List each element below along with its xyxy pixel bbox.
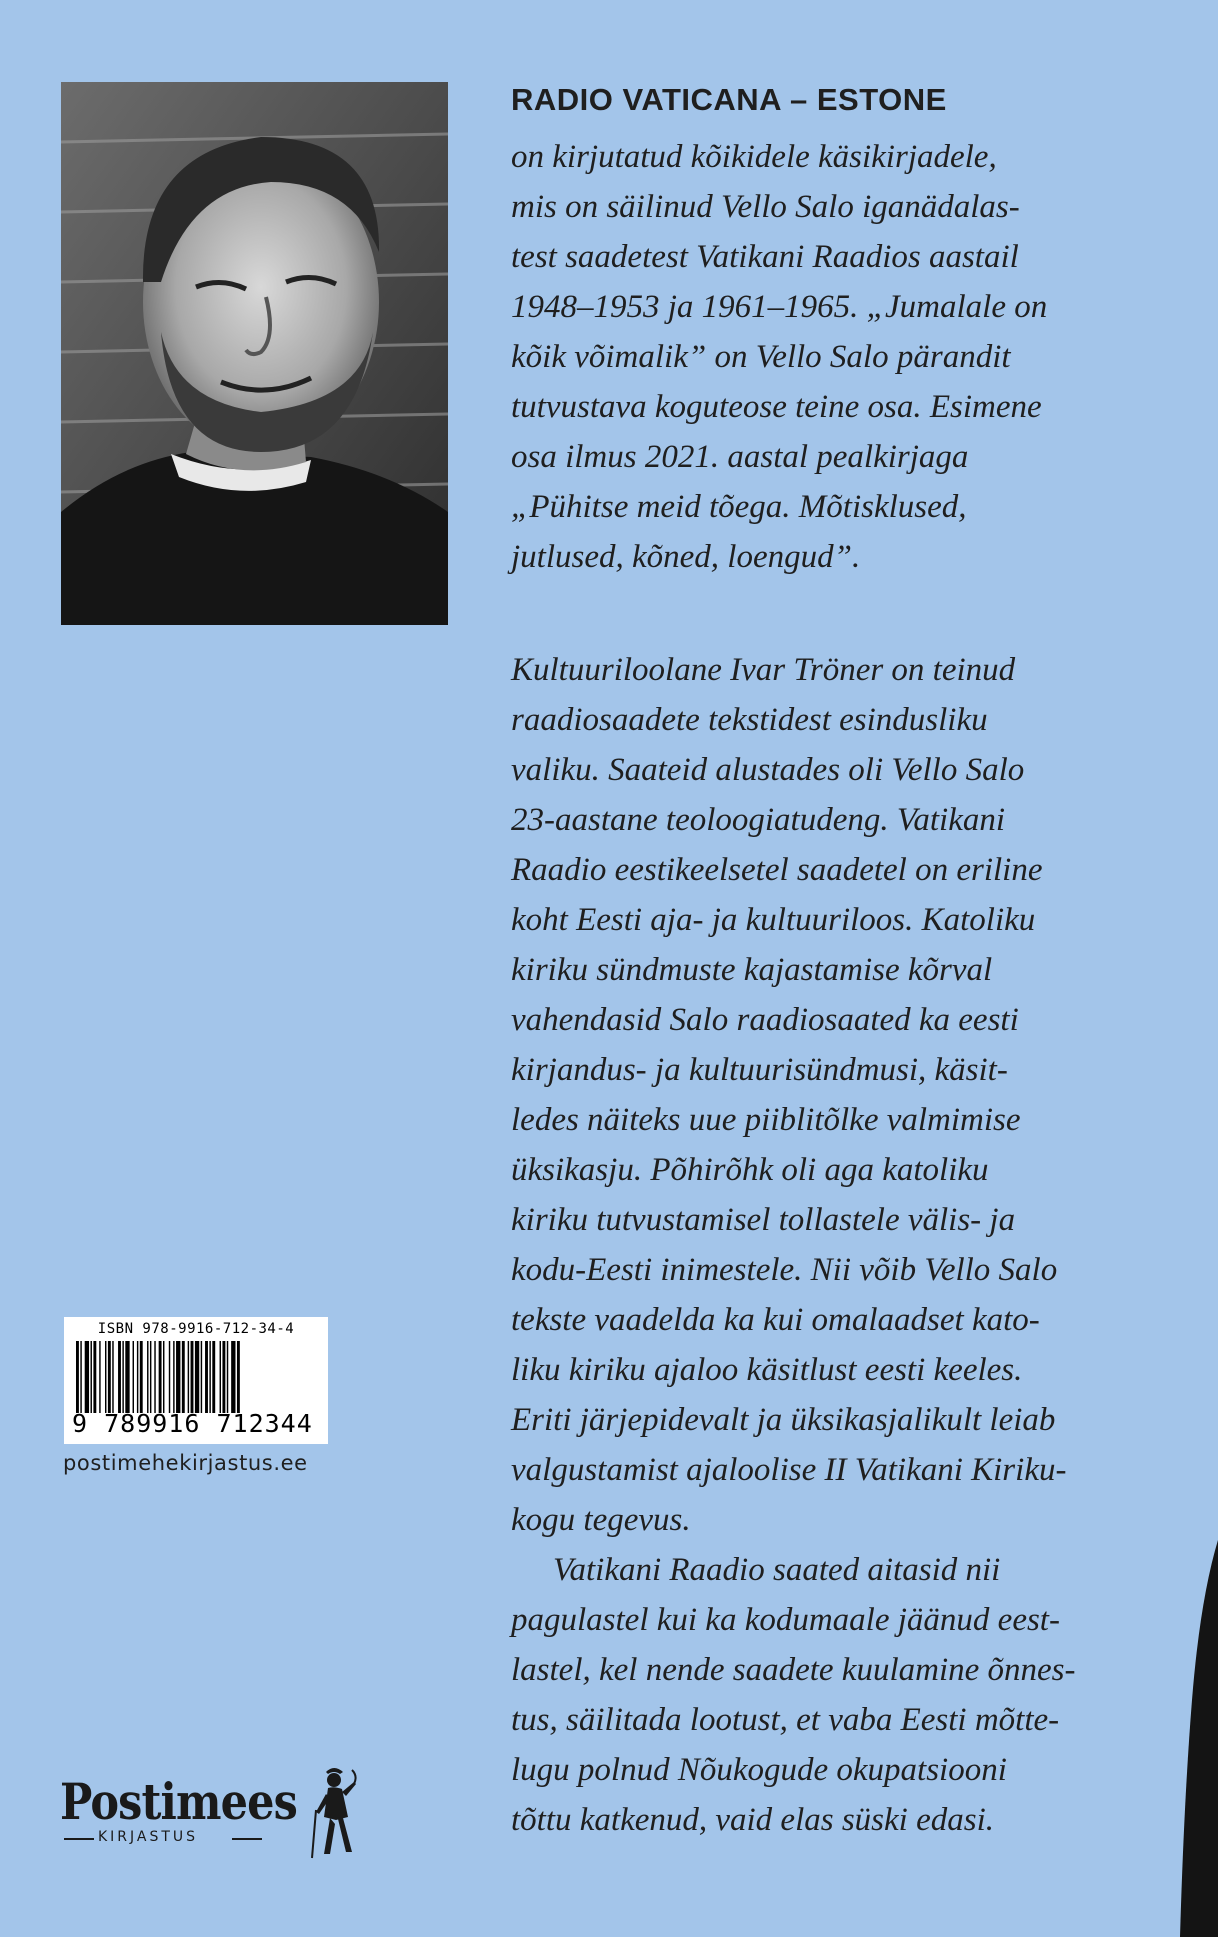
barcode-bar	[188, 1341, 189, 1413]
barcode-bar	[159, 1341, 162, 1413]
barcode-bar	[112, 1341, 113, 1413]
text-line: koht Eesti aja- ja kultuuriloos. Katoliku	[511, 902, 1036, 938]
barcode-bar	[80, 1341, 81, 1413]
publisher-logo-subtitle: KIRJASTUS	[98, 1829, 199, 1845]
author-portrait	[61, 82, 448, 625]
barcode-bar	[220, 1341, 221, 1413]
barcode-bar	[122, 1341, 123, 1413]
barcode-bar	[150, 1341, 151, 1413]
portrait-illustration	[61, 82, 448, 625]
logo-divider-right	[232, 1838, 262, 1840]
text-line: tõttu katkenud, vaid elas süski edasi.	[511, 1802, 994, 1838]
text-line: tutvustava koguteose teine osa. Esimene	[511, 389, 1042, 425]
barcode-bar	[191, 1341, 194, 1413]
text-line: raadiosaadete tekstidest esindusliku	[511, 702, 988, 738]
text-line: 1948–1953 ja 1961–1965. „Jumalale on	[511, 289, 1048, 325]
barcode-bar	[133, 1341, 134, 1413]
barcode-bar	[137, 1341, 138, 1413]
back-cover-edge-shape	[1170, 1540, 1218, 1937]
text-line: tekste vaadelda ka kui omalaadset kato-	[511, 1302, 1040, 1338]
text-line: jutlused, kõned, loengud”.	[511, 539, 861, 575]
barcode-bar	[231, 1341, 235, 1413]
barcode-bar	[173, 1341, 174, 1413]
text-line: valiku. Saateid alustades oli Vello Salo	[511, 752, 1025, 788]
barcode-bar	[201, 1341, 202, 1413]
text-line: pagulastel kui ka kodumaale jäänud eest-	[511, 1602, 1060, 1638]
text-line: kõik võimalik” on Vello Salo pärandit	[511, 339, 1011, 375]
text-line: 23-aastane teoloogiatudeng. Vatikani	[511, 802, 1006, 838]
ean-digits: 9 789916 712344	[72, 1409, 313, 1438]
barcode-bar	[93, 1341, 96, 1413]
barcode-bar	[85, 1341, 89, 1413]
description-paragraph-1	[511, 132, 1106, 582]
postman-figure-icon	[306, 1762, 364, 1862]
text-line: kodu-Eesti inimestele. Nii võib Vello Salo	[511, 1252, 1058, 1288]
text-line: liku kiriku ajaloo käsitlust eesti keeles.	[511, 1352, 1023, 1388]
text-line: osa ilmus 2021. aastal pealkirjaga	[511, 439, 969, 475]
barcode-bar	[108, 1341, 111, 1413]
isbn-barcode	[64, 1317, 328, 1444]
text-line: Raadio eestikeelsetel saadetel on eriline	[511, 852, 1043, 888]
description-paragraph-2	[511, 645, 1106, 1545]
text-line: tus, säilitada lootust, et vaba Eesti mõtte-	[511, 1702, 1060, 1738]
barcode-bar	[163, 1341, 164, 1413]
barcode-bar	[76, 1341, 79, 1413]
text-line: kirjandus- ja kultuurisündmusi, käsit-	[511, 1052, 1008, 1088]
barcode-bar	[147, 1341, 148, 1413]
barcode-bar	[195, 1341, 199, 1413]
text-line: Kultuuriloolane Ivar Tröner on teinud	[511, 652, 1016, 688]
isbn-number: ISBN 978-9916-712-34-4	[97, 1321, 295, 1337]
barcode-bar	[209, 1341, 210, 1413]
barcode-bars-icon	[74, 1341, 318, 1413]
text-line: kogu tegevus.	[511, 1502, 691, 1538]
text-line: Eriti järjepidevalt ja üksikasjalikult leiab	[511, 1402, 1056, 1438]
book-title-heading: RADIO VATICANA – ESTONE	[511, 82, 947, 117]
text-line: lastel, kel nende saadete kuulamine õnnes-	[511, 1652, 1076, 1688]
text-line: valgustamist ajaloolise II Vatikani Kiriku-	[511, 1452, 1067, 1488]
barcode-bar	[169, 1341, 170, 1413]
text-line: Vatikani Raadio saated aitasid nii	[553, 1552, 1001, 1588]
text-line: test saadetest Vatikani Raadios aastail	[511, 239, 1019, 275]
barcode-bar	[182, 1341, 185, 1413]
barcode-bar	[205, 1341, 208, 1413]
barcode-bar	[176, 1341, 180, 1413]
barcode-bar	[140, 1341, 143, 1413]
barcode-bar	[99, 1341, 100, 1413]
text-line: on kirjutatud kõikidele käsikirjadele,	[511, 139, 997, 175]
text-line: kiriku tutvustamisel tollastele välis- ja	[511, 1202, 1016, 1238]
barcode-bar	[222, 1341, 225, 1413]
barcode-bar	[237, 1341, 240, 1413]
barcode-bar	[118, 1341, 121, 1413]
barcode-bar	[212, 1341, 215, 1413]
text-line: ledes näiteks uue piiblitõlke valmimise	[511, 1102, 1021, 1138]
text-line: kiriku sündmuste kajastamise kõrval	[511, 952, 993, 988]
barcode-bar	[105, 1341, 106, 1413]
text-line: lugu polnud Nõukogude okupatsiooni	[511, 1752, 1007, 1788]
logo-divider-left	[64, 1838, 94, 1840]
text-line: „Pühitse meid tõega. Mõtisklused,	[511, 489, 967, 525]
text-line: vahendasid Salo raadiosaated ka eesti	[511, 1002, 1019, 1038]
barcode-bar	[125, 1341, 129, 1413]
description-paragraph-3	[511, 1545, 1106, 1845]
barcode-bar	[227, 1341, 228, 1413]
publisher-website: postimehekirjastus.ee	[63, 1451, 308, 1475]
text-line: üksikasju. Põhirõhk oli aga katoliku	[511, 1152, 989, 1188]
barcode-bar	[154, 1341, 155, 1413]
publisher-logo-name: Postimees	[60, 1772, 297, 1831]
text-line: mis on säilinud Vello Salo iganädalas-	[511, 189, 1020, 225]
barcode-bar	[91, 1341, 92, 1413]
